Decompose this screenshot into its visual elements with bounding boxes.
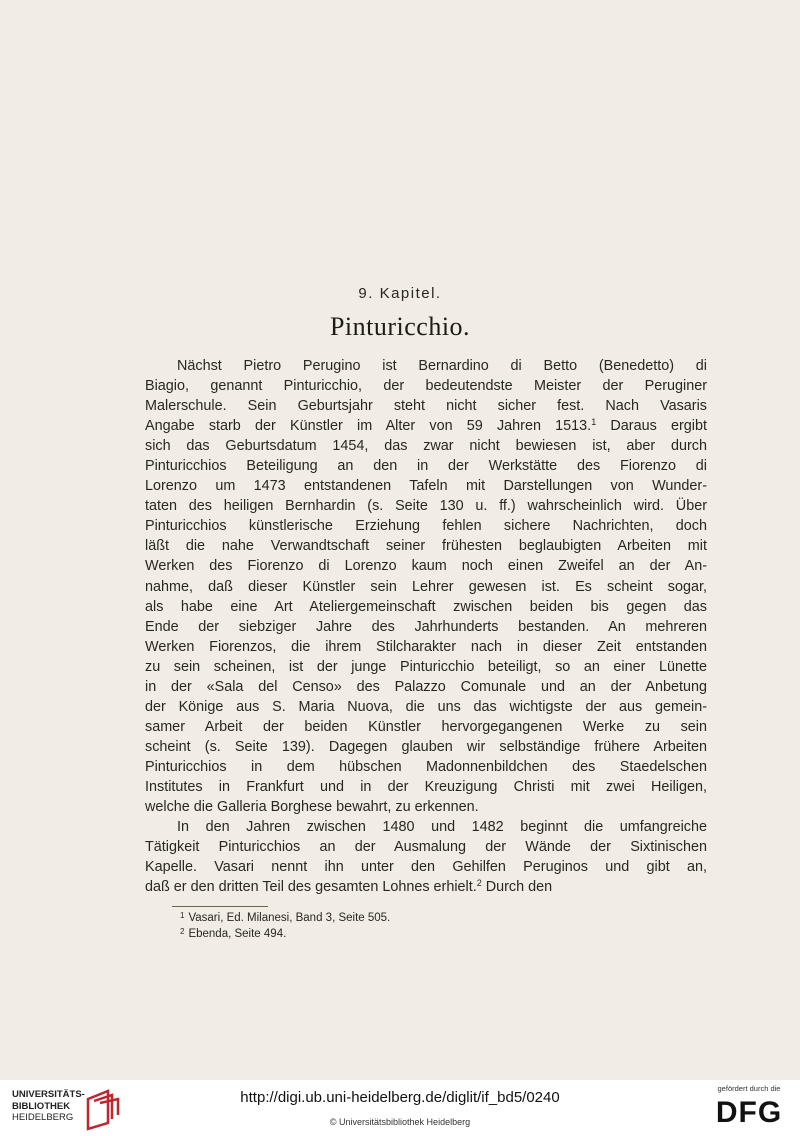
body-line-text: Pinturicchios Beteiligung an den in der Werkstätte des Fiorenzo di (145, 458, 707, 475)
body-line-text: Tätigkeit Pinturicchios an der Ausmalung der Wände der Sixtinischen (145, 839, 707, 856)
body-line-text: daß er den dritten Teil des gesamten Lohnes erhielt. (145, 879, 477, 896)
body-line-text: Institutes in Frankfurt und in der Kreuzigung Christi mit zwei Heiligen, (145, 778, 707, 795)
body-line-text: taten des heiligen Bernhardin (s. Seite 130 u. ff.) wahrscheinlich wird. Über (145, 498, 707, 515)
footnotes (180, 910, 390, 942)
body-line (145, 456, 707, 476)
body-line (145, 536, 707, 556)
body-line-text: in der «Sala del Censo» des Palazzo Comunale und an der Anbetung (145, 678, 707, 695)
permalink-url[interactable]: http://digi.ub.uni-heidelberg.de/diglit/if_bd5/0240 (240, 1089, 560, 1106)
body-line-text: Durch den (481, 879, 553, 896)
body-line-text: Kapelle. Vasari nennt ihn unter den Gehilfen Peruginos und gibt an, (145, 859, 707, 876)
chapter-title: Pinturicchio. (329, 312, 471, 341)
body-line (145, 577, 707, 597)
body-line-text: Pinturicchios in dem hübschen Madonnenbildchen des Staedelschen (145, 758, 707, 775)
footnote (180, 910, 390, 926)
body-line (145, 837, 707, 857)
dfg-label: gefördert durch die (717, 1084, 781, 1093)
body-line (145, 496, 707, 516)
body-line-text: welche die Galleria Borghese bewahrt, zu erkennen. (145, 799, 479, 816)
body-line (145, 717, 707, 737)
footnote-text: Vasari, Ed. Milanesi, Band 3, Seite 505. (188, 912, 391, 924)
body-line (145, 356, 707, 376)
dfg-logo-text: DFG (715, 1096, 783, 1129)
body-line (145, 777, 707, 797)
body-line-text: läßt die nahe Verwandtschaft seiner frühesten beglaubigten Arbeiten mit (145, 538, 707, 555)
dfg-logo[interactable] (706, 1084, 792, 1134)
body-line-text: Angabe starb der Künstler im Alter von 59 Jahren 1513. (145, 418, 592, 435)
body-line (145, 737, 707, 757)
body-line (145, 416, 707, 436)
body-line-text: Biagio, genannt Pinturicchio, der bedeutendste Meister der Peruginer (145, 378, 707, 395)
body-line (145, 757, 707, 777)
body-line-text: Pinturicchios künstlerische Erziehung fehlen sichere Nachrichten, doch (145, 518, 707, 535)
body-line (145, 556, 707, 576)
body-line (145, 617, 707, 637)
body-line (145, 436, 707, 456)
body-line-text: In den Jahren zwischen 1480 und 1482 beginnt die umfangreiche (177, 819, 707, 836)
body-line-text: samer Arbeit der beiden Künstler hervorgegangenen Werke zu sein (145, 718, 707, 735)
body-line (145, 637, 707, 657)
logo-line: BIBLIOTHEK (12, 1100, 71, 1112)
body-line-text: scheint (s. Seite 139). Dagegen glauben wir selbständige frühere Arbeiten (145, 738, 707, 755)
body-line-text: Nächst Pietro Perugino ist Bernardino di Betto (Benedetto) di (177, 358, 707, 374)
body-line (145, 877, 707, 897)
body-line-text: zu sein scheinen, ist der junge Pinturicchio beteiligt, so an einer Lünette (145, 658, 707, 675)
body-line (145, 396, 707, 416)
body-line (145, 657, 707, 677)
body-line-text: Werken Fiorenzos, die ihrem Stilcharakter nach in dieser Zeit entstanden (145, 638, 707, 655)
body-line-text: Werken des Fiorenzo di Lorenzo kaum noch einen Zweifel an der An- (145, 558, 707, 575)
body-line (145, 376, 707, 396)
body-line-text: Malerschule. Sein Geburtsjahr steht nicht sicher fest. Nach Vasaris (145, 398, 707, 415)
body-text (145, 356, 707, 897)
footnote-number: 2 (180, 927, 185, 936)
body-line (145, 797, 707, 817)
body-line (145, 597, 707, 617)
copyright-notice: © Universitätsbibliothek Heidelberg (329, 1117, 471, 1127)
logo-line: HEIDELBERG (12, 1112, 74, 1123)
footnote-number: 1 (180, 911, 185, 920)
body-line-text: als habe eine Art Ateliergemeinschaft zwischen beiden bis gegen das (145, 598, 707, 615)
body-line (145, 857, 707, 877)
body-line (145, 817, 707, 837)
footnote-rule (172, 906, 268, 907)
footnote-marker[interactable]: 2 (476, 878, 482, 889)
body-line-text: sich das Geburtsdatum 1454, das zwar nicht bewiesen ist, aber durch (145, 438, 707, 455)
body-line-text: Lorenzo um 1473 entstandenen Tafeln mit Darstellungen von Wunder- (145, 478, 707, 495)
body-line-text: nahme, daß dieser Künstler sein Lehrer gewesen ist. Es scheint sogar, (145, 578, 707, 595)
chapter-label: 9. Kapitel. (358, 285, 442, 302)
body-line-text: Ende der siebziger Jahre des Jahrhunderts bestanden. An mehreren (145, 618, 707, 635)
body-line (145, 677, 707, 697)
footnote (180, 926, 390, 942)
footnote-text: Ebenda, Seite 494. (188, 928, 287, 940)
body-line-text: Daraus ergibt (596, 418, 707, 435)
body-line (145, 516, 707, 536)
logo-line: UNIVERSITÄTS- (12, 1089, 85, 1100)
body-line (145, 697, 707, 717)
footnote-marker[interactable]: 1 (591, 417, 597, 428)
body-line (145, 476, 707, 496)
body-line-text: der Könige aus S. Maria Nuova, die uns das wichtigste der aus gemein- (145, 698, 707, 715)
